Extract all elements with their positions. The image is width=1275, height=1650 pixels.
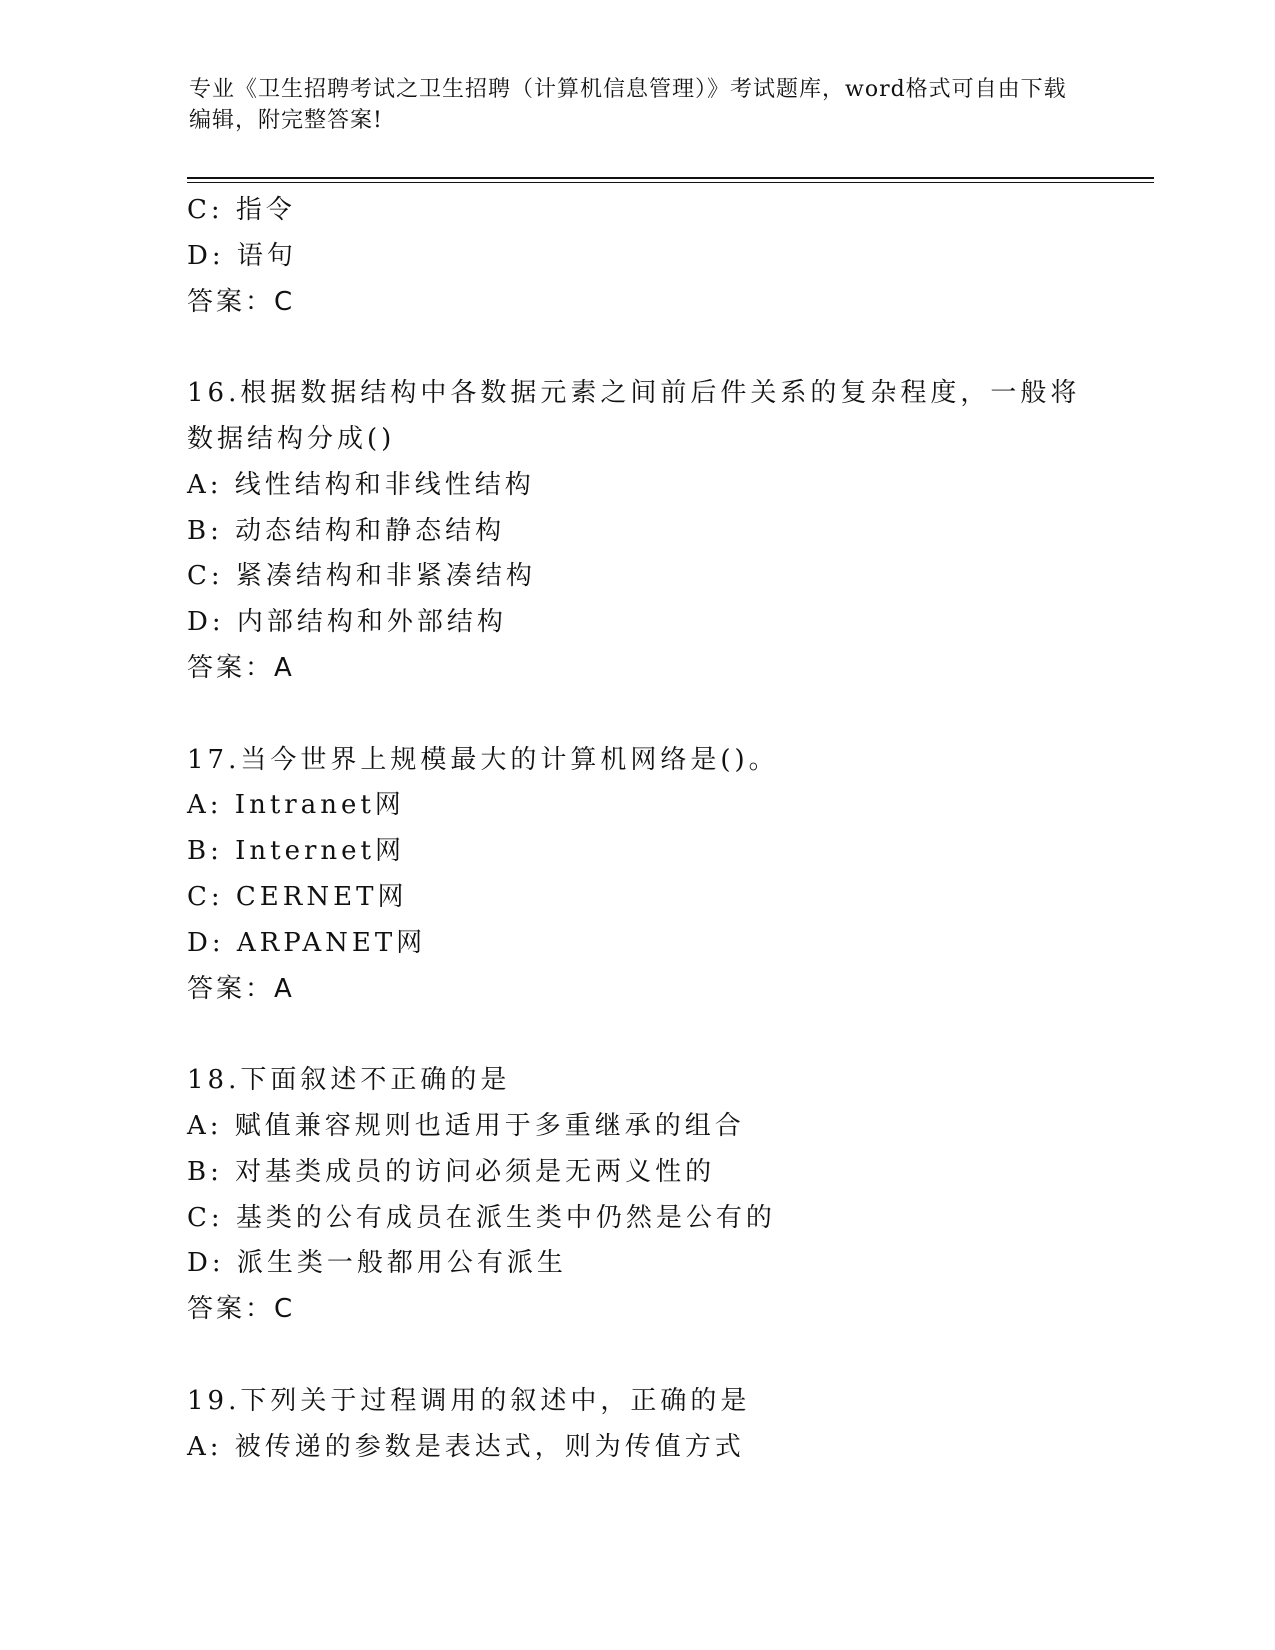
question-19 xyxy=(187,1379,1087,1471)
option-a: A: 线性结构和非线性结构 xyxy=(187,469,535,500)
question-stem: 17.当今世界上规模最大的计算机网络是()。 xyxy=(187,744,779,775)
option-c: C: 指令 xyxy=(187,195,296,225)
header-divider-thin xyxy=(187,182,1154,183)
option-d: D: 派生类一般都用公有派生 xyxy=(187,1248,567,1279)
option-a: A: Intranet网 xyxy=(187,790,405,821)
answer-line: 答案：C xyxy=(187,286,296,317)
question-16 xyxy=(187,371,1087,692)
header-divider-thick xyxy=(187,177,1154,179)
option-a: A: 赋值兼容规则也适用于多重继承的组合 xyxy=(187,1110,745,1141)
question-list xyxy=(187,188,1087,1470)
option-b: B: 对基类成员的访问必须是无两义性的 xyxy=(187,1156,716,1187)
answer-line: 答案：A xyxy=(187,652,295,683)
option-b: B: Internet网 xyxy=(187,836,405,867)
question-spacer xyxy=(187,1333,1087,1379)
question-spacer xyxy=(187,692,1087,738)
option-c: C: CERNET网 xyxy=(187,881,408,912)
option-c: C: 基类的公有成员在派生类中仍然是公有的 xyxy=(187,1202,776,1233)
option-a: A: 被传递的参数是表达式，则为传值方式 xyxy=(187,1431,745,1462)
question-17 xyxy=(187,738,1087,1013)
option-d: D: ARPANET网 xyxy=(187,927,427,958)
question-partial xyxy=(187,188,1087,325)
question-stem: 18.下面叙述不正确的是 xyxy=(187,1065,511,1096)
question-stem: 16.根据数据结构中各数据元素之间前后件关系的复杂程度，一般将数据结构分成() xyxy=(187,378,1081,454)
option-d: D: 内部结构和外部结构 xyxy=(187,607,507,638)
option-c: C: 紧凑结构和非紧凑结构 xyxy=(187,561,536,592)
option-b: B: 动态结构和静态结构 xyxy=(187,515,506,546)
answer-line: 答案：C xyxy=(187,1294,296,1325)
document-header: 专业《卫生招聘考试之卫生招聘（计算机信息管理）》考试题库，word格式可自由下载编辑，附完整答案! xyxy=(189,77,1067,133)
question-spacer xyxy=(187,1012,1087,1058)
question-18 xyxy=(187,1058,1087,1333)
question-stem: 19.下列关于过程调用的叙述中，正确的是 xyxy=(187,1385,751,1416)
answer-line: 答案：A xyxy=(187,973,295,1004)
question-spacer xyxy=(187,325,1087,371)
option-d: D: 语句 xyxy=(187,240,297,271)
